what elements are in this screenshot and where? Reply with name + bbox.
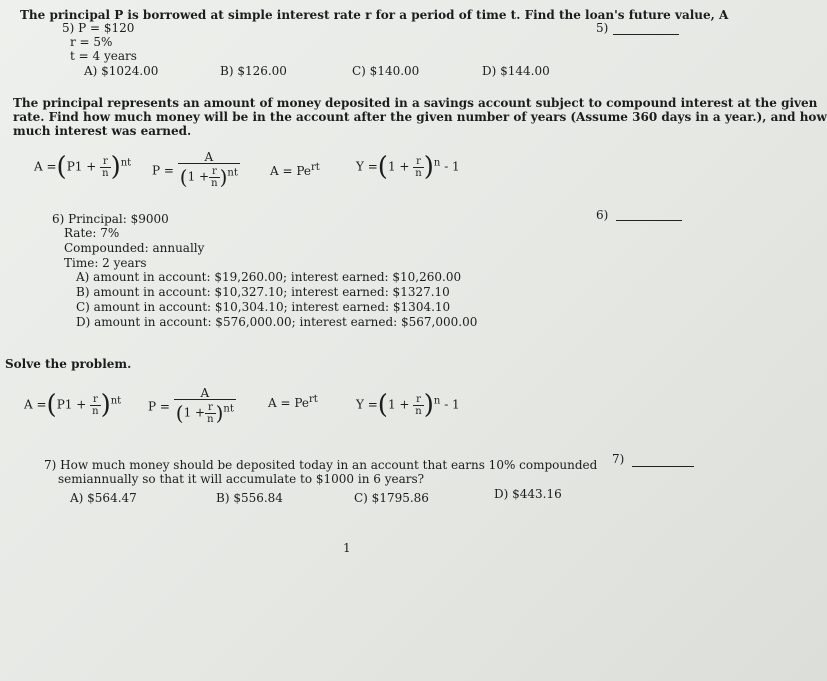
q7-answer-blank[interactable]: [632, 466, 694, 467]
formula-continuous-2: $A = Pe^{rt}$: [268, 394, 318, 410]
q5-option-c[interactable]: C) $140.00: [352, 64, 420, 78]
q5-principal: 5) P = $120: [62, 21, 135, 35]
formula-effective-yield: Y =(1 + $\frac{r}{n}$ )$^n$ - 1: [356, 152, 460, 182]
q6-answer-label: 6): [596, 208, 609, 222]
formula-present-value-2: P = A (1 + $\frac{r}{n}$ )$^{nt}$: [148, 386, 234, 425]
formula-effective-yield-2: Y =(1 + $\frac{r}{n}$ )$^n$ - 1: [356, 390, 460, 420]
q6-compounded: Compounded: annually: [64, 241, 205, 255]
q7-option-a[interactable]: A) $564.47: [70, 491, 137, 505]
q5-time: t = 4 years: [70, 49, 137, 63]
q6-option-c[interactable]: C) amount in account: $10,304.10; interest earned: $1304.10: [76, 300, 451, 314]
q7-question-line-2: semiannually so that it will accumulate to $1000 in 6 years?: [58, 472, 425, 486]
section-2-line-1: The principal represents an amount of money deposited in a savings account subject to compound interest at the given: [13, 96, 818, 110]
formula-compound-amount: A =(P1 + $\frac{r}{n}$ )$^{nt}$: [34, 152, 132, 182]
q5-answer-label: 5): [596, 21, 609, 35]
section-2-line-2: rate. Find how much money will be in the account after the given number of years (Assume 360 days in a year.), and how: [13, 110, 827, 124]
q7-option-d[interactable]: D) $443.16: [494, 487, 562, 501]
q7-question-line-1: 7) How much money should be deposited today in an account that earns 10% compounded: [44, 458, 598, 472]
formula-continuous: $A = Pe^{rt}$: [270, 162, 320, 178]
section-3-title: Solve the problem.: [5, 357, 132, 371]
q5-option-d[interactable]: D) $144.00: [482, 64, 550, 78]
q5-answer-blank[interactable]: [613, 34, 679, 35]
formula-present-value: P = A (1 + $\frac{r}{n}$ )$^{nt}$: [152, 150, 238, 189]
formula-compound-amount-2: A =(P1 + $\frac{r}{n}$ )$^{nt}$: [24, 390, 122, 420]
q7-option-b[interactable]: B) $556.84: [216, 491, 283, 505]
q6-answer-blank[interactable]: [616, 220, 682, 221]
q6-option-b[interactable]: B) amount in account: $10,327.10; interest earned: $1327.10: [76, 285, 450, 299]
q6-rate: Rate: 7%: [64, 226, 120, 240]
q6-option-a[interactable]: A) amount in account: $19,260.00; interest earned: $10,260.00: [76, 270, 462, 284]
q5-option-b[interactable]: B) $126.00: [220, 64, 287, 78]
page-number: 1: [343, 541, 351, 555]
q6-principal: 6) Principal: $9000: [52, 212, 169, 226]
q6-option-d[interactable]: D) amount in account: $576,000.00; interest earned: $567,000.00: [76, 315, 478, 329]
q7-option-c[interactable]: C) $1795.86: [354, 491, 429, 505]
q5-option-a[interactable]: A) $1024.00: [84, 64, 159, 78]
q5-rate: r = 5%: [70, 35, 113, 49]
section-1-instructions: The principal P is borrowed at simple interest rate r for a period of time t. Find the loan's future value, A: [20, 8, 729, 22]
q6-time: Time: 2 years: [64, 256, 147, 270]
section-2-line-3: much interest was earned.: [13, 124, 192, 138]
q7-answer-label: 7): [612, 452, 625, 466]
